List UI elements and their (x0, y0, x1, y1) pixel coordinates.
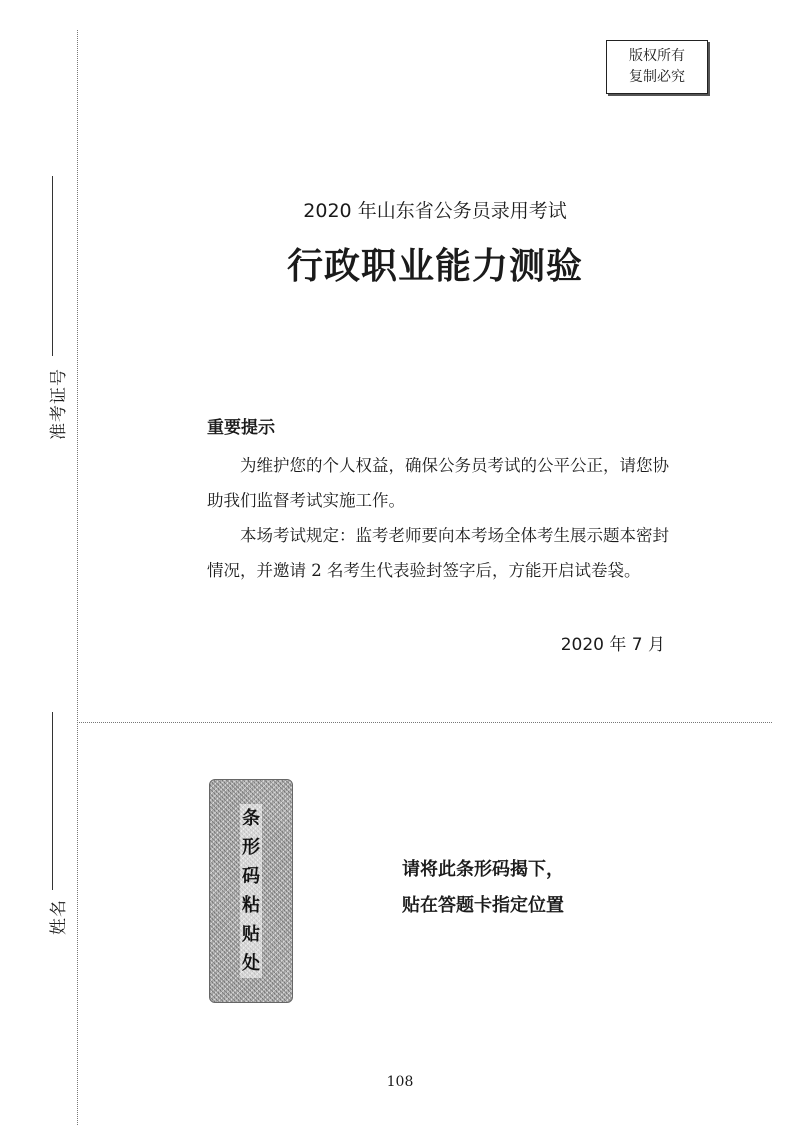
tear-off-line (77, 722, 772, 723)
notice-paragraph-1: 为维护您的个人权益，确保公务员考试的公平公正，请您协助我们监督考试实施工作。 (207, 456, 669, 510)
barcode-instruction (402, 852, 564, 924)
barcode-char: 条 (240, 804, 262, 833)
copyright-line-1: 版权所有 (629, 48, 685, 64)
barcode-sticker-area (209, 779, 293, 1003)
barcode-instruction-line-2: 贴在答题卡指定位置 (402, 895, 564, 916)
notice-date: 2020 年 7 月 (560, 635, 665, 655)
binding-margin-line (77, 30, 78, 1125)
exam-id-label: 准考证号 (49, 368, 69, 440)
barcode-char: 贴 (240, 920, 262, 949)
barcode-char: 处 (240, 949, 262, 978)
barcode-char: 形 (240, 833, 262, 862)
subject-title: 行政职业能力测验 (286, 245, 583, 287)
notice-body (207, 448, 669, 588)
exam-title: 2020 年山东省公务员录用考试 (303, 200, 567, 222)
barcode-char: 码 (240, 862, 262, 891)
barcode-char: 粘 (240, 891, 262, 920)
exam-id-underline (52, 176, 53, 356)
copyright-stamp (606, 40, 708, 94)
notice-paragraph-2: 本场考试规定：监考老师要向本考场全体考生展示题本密封情况，并邀请 2 名考生代表验封签字后，方能开启试卷袋。 (207, 526, 669, 580)
copyright-line-2: 复制必究 (629, 69, 685, 85)
name-underline (52, 712, 53, 890)
barcode-instruction-line-1: 请将此条形码揭下， (402, 859, 564, 880)
page-number: 108 (386, 1074, 414, 1090)
name-label: 姓名 (49, 899, 69, 935)
notice-heading: 重要提示 (207, 418, 275, 438)
